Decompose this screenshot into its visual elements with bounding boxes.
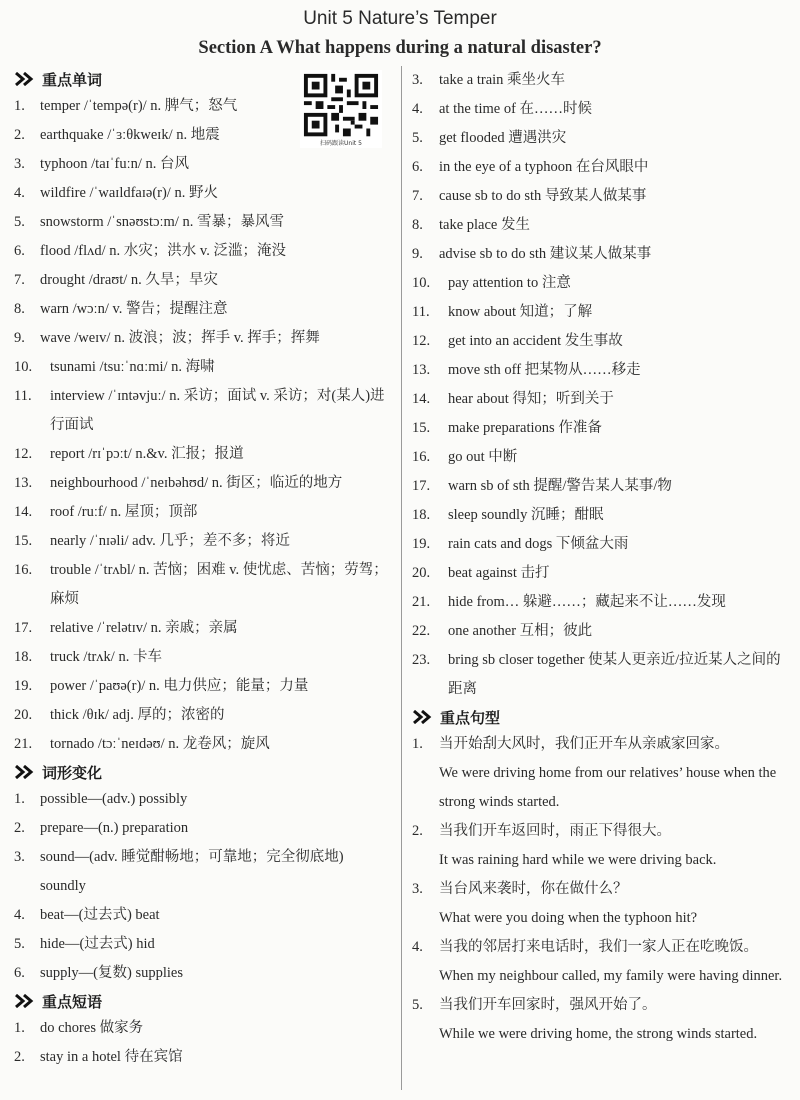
- phrase-entry: [412, 66, 784, 95]
- item-number: 19.: [14, 678, 33, 694]
- phrase-entry: [412, 240, 784, 269]
- item-text: tornado /tɔːˈneɪdəʊ/ n. 龙卷风；旋风: [50, 736, 270, 752]
- sentence-chinese: 当我的邻居打来电话时，我们一家人正在吃晚饭。: [439, 939, 758, 955]
- word-entry: [14, 353, 390, 382]
- item-number: 18.: [412, 507, 431, 523]
- double-chevron-icon: [14, 994, 36, 1008]
- sentence-chinese: 当开始刮大风时，我们正开车从亲戚家回家。: [439, 736, 729, 752]
- sentence-chinese: 当台风来袭时，你在做什么？: [439, 881, 628, 897]
- sentence-english: We were driving home from our relatives’ house when the strong winds started.: [439, 765, 777, 810]
- item-text: relative /ˈrelətɪv/ n. 亲戚；亲属: [50, 620, 238, 636]
- phrases-list-continued: [412, 66, 784, 704]
- word-entry: [14, 179, 390, 208]
- word-entry: [14, 498, 390, 527]
- item-text: supply—(复数) supplies: [40, 965, 183, 981]
- item-number: 9.: [14, 330, 25, 346]
- phrase-entry: [412, 472, 784, 501]
- phrase-entry: [14, 1043, 390, 1072]
- item-number: 6.: [412, 159, 423, 175]
- item-text: possible—(adv.) possibly: [40, 791, 188, 807]
- item-number: 13.: [14, 475, 33, 491]
- item-text: move sth off 把某物从……移走: [448, 362, 641, 378]
- item-number: 17.: [14, 620, 33, 636]
- item-number: 19.: [412, 536, 431, 552]
- item-text: beat—(过去式) beat: [40, 907, 160, 923]
- word-entry: [14, 295, 390, 324]
- item-number: 20.: [412, 565, 431, 581]
- sentence-english: It was raining hard while we were driving back.: [439, 852, 717, 868]
- item-number: 5.: [412, 130, 423, 146]
- item-number: 15.: [14, 533, 33, 549]
- item-number: 7.: [412, 188, 423, 204]
- item-number: 1.: [14, 98, 25, 114]
- item-number: 13.: [412, 362, 431, 378]
- item-text: go out 中断: [448, 449, 518, 465]
- forms-section-header: [14, 761, 390, 783]
- item-number: 7.: [14, 272, 25, 288]
- word-entry: [14, 208, 390, 237]
- item-text: flood /flʌd/ n. 水灾；洪水 v. 泛滥；淹没: [40, 243, 286, 259]
- item-number: 4.: [14, 907, 25, 923]
- word-entry: [14, 440, 390, 469]
- column-divider: [401, 66, 402, 1090]
- item-text: wave /weɪv/ n. 波浪；波；挥手 v. 挥手；挥舞: [40, 330, 320, 346]
- item-number: 3.: [14, 849, 25, 865]
- item-text: sound—(adv. 睡觉酣畅地；可靠地；完全彻底地) soundly: [40, 849, 344, 894]
- item-number: 8.: [412, 217, 423, 233]
- phrase-entry: [412, 327, 784, 356]
- sentence-entry: [412, 817, 784, 875]
- right-column: [412, 66, 784, 1049]
- item-number: 5.: [412, 997, 423, 1013]
- item-text: pay attention to 注意: [448, 275, 571, 291]
- sentence-english: What were you doing when the typhoon hit?: [439, 910, 698, 926]
- item-text: hide from… 躲避……；藏起来不让……发现: [448, 594, 726, 610]
- phrase-entry: [412, 414, 784, 443]
- item-text: get flooded 遭遇洪灾: [439, 130, 567, 146]
- item-number: 2.: [14, 127, 25, 143]
- item-text: typhoon /taɪˈfuːn/ n. 台风: [40, 156, 190, 172]
- phrase-entry: [412, 646, 784, 704]
- form-entry: [14, 814, 390, 843]
- phrase-entry: [412, 385, 784, 414]
- item-text: warn /wɔːn/ v. 警告；提醒注意: [40, 301, 228, 317]
- double-chevron-icon: [14, 72, 36, 86]
- sentence-chinese: 当我们开车回家时，强风开始了。: [439, 997, 657, 1013]
- double-chevron-icon: [412, 710, 434, 724]
- word-entry: [14, 237, 390, 266]
- item-number: 8.: [14, 301, 25, 317]
- words-list: [14, 92, 390, 759]
- item-number: 14.: [412, 391, 431, 407]
- item-number: 16.: [14, 562, 33, 578]
- item-text: hear about 得知；听到关于: [448, 391, 614, 407]
- phrase-entry: [412, 356, 784, 385]
- sentence-entry: [412, 730, 784, 817]
- form-entry: [14, 901, 390, 930]
- phrase-entry: [412, 124, 784, 153]
- word-entry: [14, 643, 390, 672]
- item-text: make preparations 作准备: [448, 420, 602, 436]
- item-number: 10.: [14, 359, 33, 375]
- item-text: stay in a hotel 待在宾馆: [40, 1049, 183, 1065]
- item-number: 4.: [14, 185, 25, 201]
- item-text: report /rɪˈpɔːt/ n.&v. 汇报；报道: [50, 446, 244, 462]
- phrase-entry: [412, 269, 784, 298]
- item-number: 3.: [412, 881, 423, 897]
- item-text: rain cats and dogs 下倾盆大雨: [448, 536, 629, 552]
- sentence-text: [439, 817, 784, 875]
- sentence-english: When my neighbour called, my family were having dinner.: [439, 968, 783, 984]
- word-entry: [14, 527, 390, 556]
- item-number: 12.: [14, 446, 33, 462]
- item-number: 1.: [14, 1020, 25, 1036]
- item-number: 1.: [14, 791, 25, 807]
- sentence-entry: [412, 875, 784, 933]
- item-number: 2.: [412, 823, 423, 839]
- words-section-title: 重点单词: [42, 70, 103, 89]
- item-text: wildfire /ˈwaɪldfaɪə(r)/ n. 野火: [40, 185, 218, 201]
- words-section-header: [14, 68, 390, 90]
- phrase-entry: [14, 1014, 390, 1043]
- forms-list: [14, 785, 390, 988]
- sentence-entry: [412, 991, 784, 1049]
- item-number: 21.: [412, 594, 431, 610]
- item-text: advise sb to do sth 建议某人做某事: [439, 246, 652, 262]
- word-entry: [14, 701, 390, 730]
- item-text: take a train 乘坐火车: [439, 72, 566, 88]
- item-text: get into an accident 发生事故: [448, 333, 623, 349]
- item-text: truck /trʌk/ n. 卡车: [50, 649, 162, 665]
- item-number: 6.: [14, 965, 25, 981]
- phrases-section-header: [14, 990, 390, 1012]
- item-number: 4.: [412, 101, 423, 117]
- phrase-entry: [412, 211, 784, 240]
- item-number: 15.: [412, 420, 431, 436]
- word-entry: [14, 324, 390, 353]
- item-text: roof /ruːf/ n. 屋顶；顶部: [50, 504, 198, 520]
- item-text: neighbourhood /ˈneɪbəhʊd/ n. 街区；临近的地方: [50, 475, 343, 491]
- item-text: cause sb to do sth 导致某人做某事: [439, 188, 647, 204]
- phrase-entry: [412, 588, 784, 617]
- item-text: earthquake /ˈɜːθkweɪk/ n. 地震: [40, 127, 220, 143]
- item-text: know about 知道；了解: [448, 304, 593, 320]
- sentence-text: [439, 991, 784, 1049]
- phrase-entry: [412, 617, 784, 646]
- item-text: thick /θɪk/ adj. 厚的；浓密的: [50, 707, 225, 723]
- item-text: warn sb of sth 提醒/警告某人某事/物: [448, 478, 672, 494]
- word-entry: [14, 469, 390, 498]
- phrase-entry: [412, 559, 784, 588]
- phrase-entry: [412, 530, 784, 559]
- item-number: 11.: [14, 388, 32, 404]
- item-text: tsunami /tsuːˈnɑːmi/ n. 海啸: [50, 359, 215, 375]
- item-number: 20.: [14, 707, 33, 723]
- item-text: do chores 做家务: [40, 1020, 144, 1036]
- item-text: interview /ˈɪntəvjuː/ n. 采访；面试 v. 采访；对(某人)进行面试: [50, 388, 385, 433]
- item-text: hide—(过去式) hid: [40, 936, 155, 952]
- item-number: 17.: [412, 478, 431, 494]
- item-number: 4.: [412, 939, 423, 955]
- form-entry: [14, 843, 390, 901]
- phrase-entry: [412, 153, 784, 182]
- phrases-section-title: 重点短语: [42, 992, 103, 1011]
- item-number: 9.: [412, 246, 423, 262]
- phrases-list: [14, 1014, 390, 1072]
- word-entry: [14, 150, 390, 179]
- form-entry: [14, 959, 390, 988]
- item-number: 3.: [412, 72, 423, 88]
- item-number: 5.: [14, 936, 25, 952]
- item-number: 6.: [14, 243, 25, 259]
- sentence-chinese: 当我们开车返回时，雨正下得很大。: [439, 823, 671, 839]
- sentences-section-header: [412, 706, 784, 728]
- sentences-list: [412, 730, 784, 1049]
- item-number: 1.: [412, 736, 423, 752]
- item-number: 22.: [412, 623, 431, 639]
- item-text: sleep soundly 沉睡；酣眠: [448, 507, 604, 523]
- item-text: one another 互相；彼此: [448, 623, 593, 639]
- form-entry: [14, 785, 390, 814]
- phrase-entry: [412, 501, 784, 530]
- word-entry: [14, 614, 390, 643]
- forms-section-title: 词形变化: [42, 763, 103, 782]
- word-entry: [14, 121, 390, 150]
- qr-caption: 扫码跟读Unit 5: [320, 140, 362, 147]
- item-text: snowstorm /ˈsnəʊstɔːm/ n. 雪暴；暴风雪: [40, 214, 284, 230]
- phrase-entry: [412, 298, 784, 327]
- item-number: 10.: [412, 275, 431, 291]
- left-column: [14, 66, 390, 1072]
- sentence-text: [439, 933, 784, 991]
- phrase-entry: [412, 95, 784, 124]
- item-text: nearly /ˈnɪəli/ adv. 几乎；差不多；将近: [50, 533, 290, 549]
- item-text: temper /ˈtempə(r)/ n. 脾气；怒气: [40, 98, 238, 114]
- section-title: Section A What happens during a natural disaster?: [198, 38, 602, 58]
- word-entry: [14, 730, 390, 759]
- item-number: 14.: [14, 504, 33, 520]
- item-number: 2.: [14, 1049, 25, 1065]
- item-text: drought /draʊt/ n. 久旱；旱灾: [40, 272, 218, 288]
- item-number: 16.: [412, 449, 431, 465]
- phrase-entry: [412, 443, 784, 472]
- sentence-text: [439, 875, 784, 933]
- item-number: 23.: [412, 652, 431, 668]
- item-text: trouble /ˈtrʌbl/ n. 苦恼；困难 v. 使忧虑、苦恼；劳驾；麻烦: [50, 562, 388, 607]
- word-entry: [14, 672, 390, 701]
- item-number: 11.: [412, 304, 430, 320]
- item-number: 12.: [412, 333, 431, 349]
- phrase-entry: [412, 182, 784, 211]
- item-number: 18.: [14, 649, 33, 665]
- item-text: prepare—(n.) preparation: [40, 820, 189, 836]
- item-number: 5.: [14, 214, 25, 230]
- item-text: in the eye of a typhoon 在台风眼中: [439, 159, 649, 175]
- sentences-section-title: 重点句型: [440, 708, 501, 727]
- unit-title: Unit 5 Nature’s Temper: [303, 8, 497, 29]
- item-text: at the time of 在……时候: [439, 101, 593, 117]
- sentence-english: While we were driving home, the strong winds started.: [439, 1026, 758, 1042]
- word-entry: [14, 266, 390, 295]
- item-number: 21.: [14, 736, 33, 752]
- item-text: bring sb closer together 使某人更亲近/拉近某人之间的距离: [448, 652, 781, 697]
- word-entry: [14, 382, 390, 440]
- item-number: 3.: [14, 156, 25, 172]
- item-number: 2.: [14, 820, 25, 836]
- word-entry: [14, 556, 390, 614]
- sentence-text: [439, 730, 784, 817]
- sentence-entry: [412, 933, 784, 991]
- double-chevron-icon: [14, 765, 36, 779]
- item-text: beat against 击打: [448, 565, 550, 581]
- form-entry: [14, 930, 390, 959]
- item-text: take place 发生: [439, 217, 530, 233]
- word-entry: [14, 92, 390, 121]
- item-text: power /ˈpaʊə(r)/ n. 电力供应；能量；力量: [50, 678, 309, 694]
